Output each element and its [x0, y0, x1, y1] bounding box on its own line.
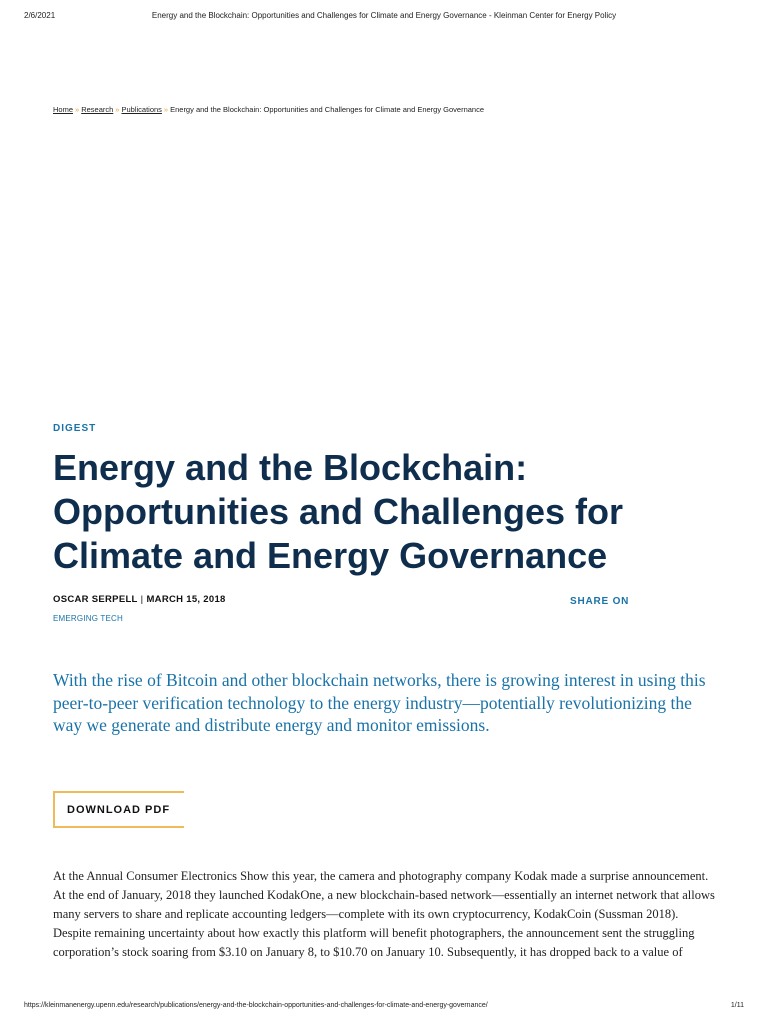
print-header-title: Energy and the Blockchain: Opportunities and Challenges for Climate and Energy Governance - Kleinman Center for Energy Policy [151, 11, 617, 20]
article-lede: With the rise of Bitcoin and other blockchain networks, there is growing interest in using this peer-to-peer verification technology to the energy industry—potentially revolutionizing the way we generate and distribute energy and monitor emissions. [53, 670, 706, 735]
breadcrumb-home-link[interactable]: Home [53, 105, 74, 114]
byline-divider: | [140, 594, 144, 605]
breadcrumb-separator: » [163, 105, 169, 114]
print-footer-page-number: 1/11 [730, 1002, 744, 1009]
article-body-paragraph: At the Annual Consumer Electronics Show this year, the camera and photography company Kodak made a surprise announcement. At the end of January, 2018 they launched KodakOne, a new blockchain-based network—essentially an internet network that allows many servers to share and replicate accounting ledgers—complete with its own cryptocurrency, KodakCoin (Sussman 2018). Despite remaining uncertainty about how exactly this platform will benefit photographers, the announcement sent the struggling corporation’s stock soaring from $3.10 on January 8, to $10.70 on January 10. Subsequently, it has dropped back to a value of [53, 869, 715, 959]
publish-date: MARCH 15, 2018 [146, 594, 226, 605]
breadcrumb-research-link[interactable]: Research [81, 105, 114, 114]
breadcrumb-current: Energy and the Blockchain: Opportunities and Challenges for Climate and Energy Governance [170, 105, 485, 114]
article-category[interactable]: DIGEST [53, 423, 97, 434]
breadcrumb [53, 105, 484, 114]
breadcrumb-separator: » [115, 105, 120, 114]
share-on-label: SHARE ON [570, 596, 630, 607]
breadcrumb-separator: » [75, 105, 80, 114]
print-footer-url: https://kleinmanenergy.upenn.edu/research/publications/energy-and-the-blockchain-opportunities-and-challenges-for-climate-and-energy-governance/ [24, 1002, 488, 1009]
download-pdf-button[interactable]: DOWNLOAD PDF [53, 791, 184, 828]
topic-tag-link[interactable]: EMERGING TECH [53, 614, 124, 623]
breadcrumb-publications-link[interactable]: Publications [121, 105, 162, 114]
author-name[interactable]: OSCAR SERPELL [53, 594, 138, 605]
print-header-date: 2/6/2021 [24, 11, 56, 20]
page-title: Energy and the Blockchain: Opportunities and Challenges for Climate and Energy Governance [53, 447, 624, 576]
byline [53, 594, 226, 605]
